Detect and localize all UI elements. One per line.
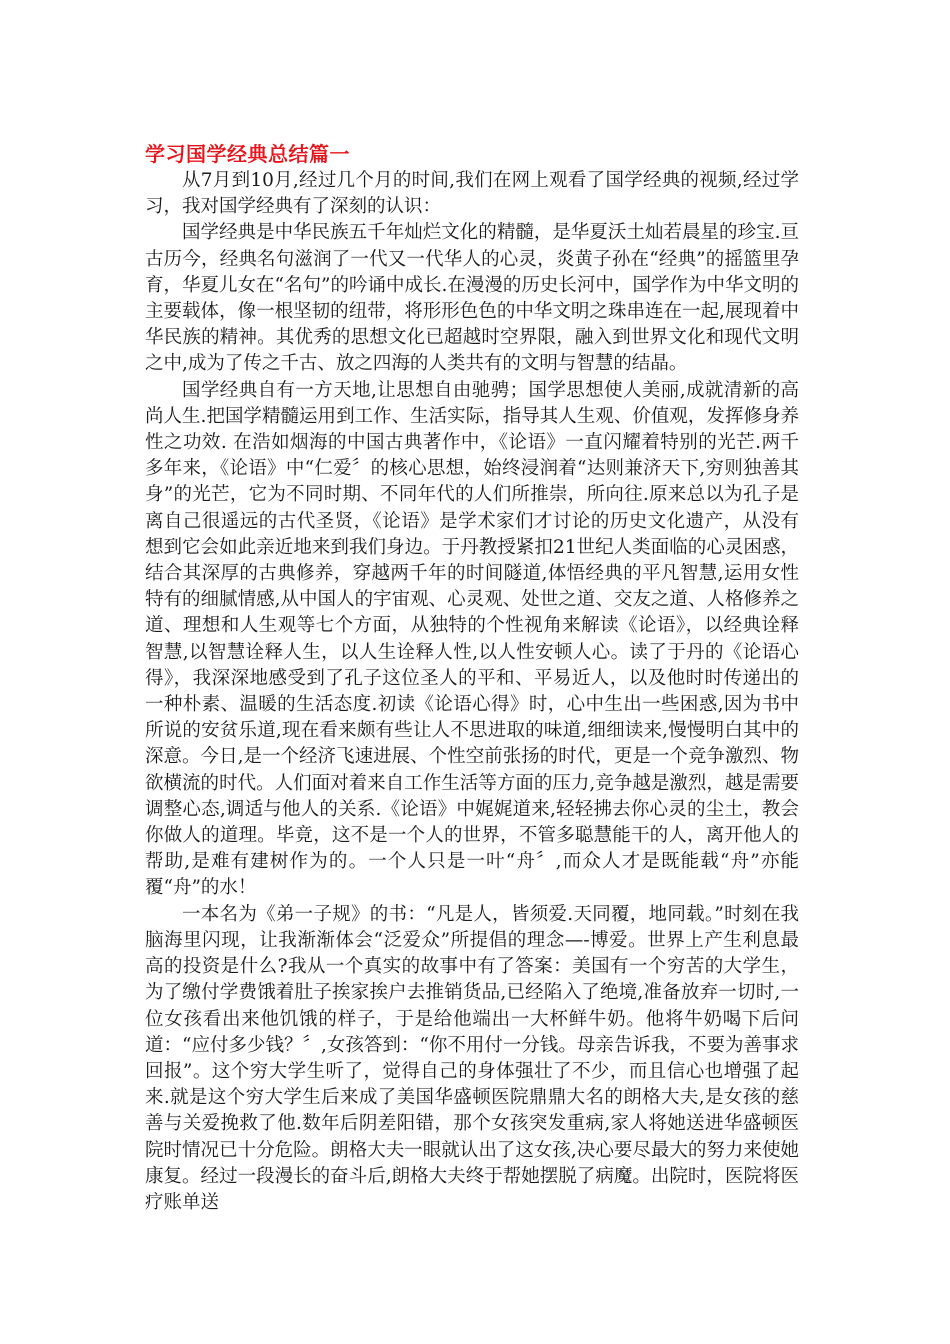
paragraph-dizigui-story: 一本名为《弟一子规》的书：“凡是人，皆须爱.天同覆，地同载。”时刻在我脑海里闪现，让我渐渐体会“泛爱众”所提倡的理念—-博爱。世界上产生利息最高的投资是什么?我从一个真实的故事中有了答案：美国有一个穷苦的大学生，为了缴付学费饿着肚子挨家挨户去推销货品,已经陷入了绝境,准备放弃一切时,一位女孩看出来他饥饿的样子，于是给他端出一大杯鲜牛奶。他将牛奶喝下后问道：“应付多少钱？〞,女孩答到：“你不用付一分钱。母亲告诉我，不要为善事求回报”。这个穷大学生听了，觉得自己的身体强壮了不少，而且信心也增强了起来.就是这个穷大学生后来成了美国华盛顿医院鼎鼎大名的朗格大夫,是女孩的慈善与关爱挽救了他.数年后阴差阳错，那个女孩突发重病,家人将她送进华盛顿医院时情况已十分危险。朗格大夫一眼就认出了这女孩,决心要尽最大的努力来使她康复。经过一段漫长的奋斗后,朗格大夫终于帮她摆脱了病魔。出院时，医院将医疗账单送 [145,903,799,1213]
paragraph-analects: 国学经典自有一方天地,让思想自由驰骋；国学思想使人美丽,成就清新的高尚人生.把国学精髓运用到工作、生活实际，指导其人生观、价值观，发挥修身养性之功效. 在浩如烟海的中国古典著作中，《论语》一直闪耀着特别的光芒.两千多年来，《论语》中“仁爱〞的核心思想，始终浸润着“达则兼济天下,穷则独善其身”的光芒，它为不同时期、不同年代的人们所推崇，所向往.原来总以为孔子是离自己很遥远的古代圣贤，《论语》是学术家们才讨论的历史文化遗产，从没有想到它会如此亲近地来到我们身边。于丹教授紧扣21世纪人类面临的心灵困惑，结合其深厚的古典修养，穿越两千年的时间隧道,体悟经典的平凡智慧,运用女性特有的细腻情感,从中国人的宇宙观、心灵观、处世之道、交友之道、人格修养之道、理想和人生观等七个方面，从独特的个性视角来解读《论语》，以经典诠释智慧,以智慧诠释人生，以人生诠释人性,以人性安顿人心。读了于丹的《论语心得》，我深深地感受到了孔子这位圣人的平和、平易近人，以及他时时传递出的一种朴素、温暖的生活态度.初读《论语心得》时，心中生出一些困惑,因为书中所说的安贫乐道,现在看来颇有些让人不思进取的味道,细细读来,慢慢明白其中的深意。今日,是一个经济飞速进展、个性空前张扬的时代，更是一个竞争激烈、物欲横流的时代。人们面对着来自工作生活等方面的压力,竞争越是激烈，越是需要调整心态,调适与他人的关系.《论语》中娓娓道来,轻轻拂去你心灵的尘土，教会你做人的道理。毕竟，这不是一个人的世界，不管多聪慧能干的人，离开他人的帮助,是难有建树作为的。一个人只是一叶“舟〞,而众人才是既能载“舟”亦能覆“舟”的水！ [145,379,799,899]
document-title: 学习国学经典总结篇一 [145,142,350,166]
document-page [145,140,799,1216]
paragraph-classics-essence: 国学经典是中华民族五千年灿烂文化的精髓，是华夏沃土灿若晨星的珍宝.亘古历今，经典名句滋润了一代又一代华人的心灵，炎黄子孙在“经典”的摇篮里孕育，华夏儿女在“名句”的吟诵中成长.在漫漫的历史长河中，国学作为中华文明的主要载体，像一根坚韧的纽带，将形形色色的中华文明之珠串连在一起,展现着中华民族的精神。其优秀的思想文化已超越时空界限，融入到世界文化和现代文明之中,成为了传之千古、放之四海的人类共有的文明与智慧的结晶。 [145,222,799,375]
paragraph-intro: 从7月到10月,经过几个月的时间,我们在网上观看了国学经典的视频,经过学习，我对国学经典有了深刻的认识： [145,170,799,218]
